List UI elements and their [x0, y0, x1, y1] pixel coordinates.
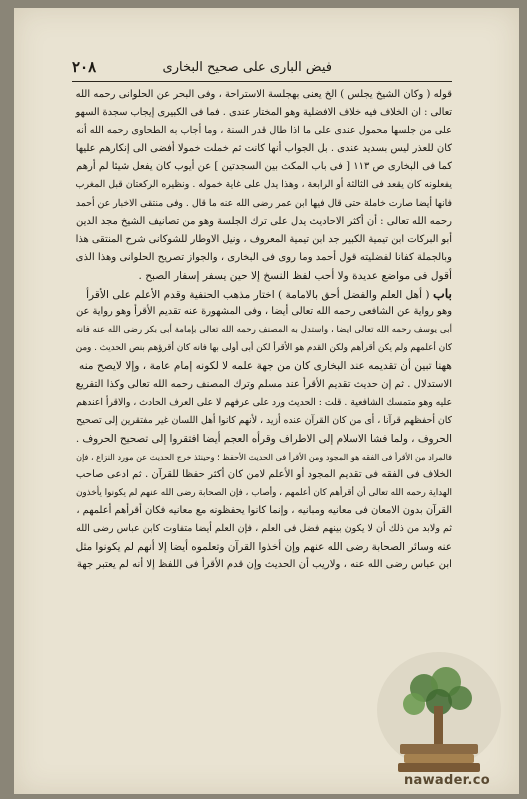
- text-line: القرآن بدون الامعان فى معانيه ومبانيه ، وإنما كانوا يحفظونه مع معانيه فكان أقرأهم أعلمهم ،: [76, 505, 452, 517]
- text-line: الاستدلال . ثم إن حديث تقديم الأقرأ عند مسلم وترك المصنف رحمه الله تعالى وكذا التفريع: [75, 378, 452, 390]
- body-text: [72, 86, 452, 706]
- text-line: الخلاف فى الفقه فى تقديم المجود أو الأعلم لامن كان أكثر حفظا للقرآن . ثم ادعى صاحب: [75, 468, 452, 480]
- books-icon: [398, 744, 480, 772]
- text-line: قوله ( وكان الشيخ يجلس ) الخ يعنى بهجلسة الاستراحة ، وفى البحر عن الحلوانى رحمه الله: [75, 89, 452, 100]
- page-header: [72, 58, 452, 80]
- text-line: رحمه الله تعالى : أن أكثر الاحاديث يدل على ترك الجلسة وهو من تصانيف الشيخ مجد الدين: [75, 215, 452, 227]
- watermark-text: nawader.co: [403, 773, 491, 788]
- text-line: فالمراد من الأقرأ فى الفقه هو المجود ومن الأقرأ فى الحديث الأحفظ ؛ وحينئذ خرج الحديث عن مورد النزاع ، فإن: [76, 451, 452, 462]
- text-line: تعالى : ان الخلاف فيه خلاف الافضلية وهو المختار عندى . فما فى الكبيرى إيجاب سجدة السهو: [75, 107, 452, 119]
- text-line: ههنا تبين أن تقديمه عند البخارى كان من جهة علمه لا لكونه إمام عامة ، وإلا لايصح منه: [79, 360, 452, 373]
- text-line: كما فى البخارى ص ١١٣ [ فى باب المكث بين السجدتين ] عن أيوب كان يفعل شيئا لم أرهم: [76, 161, 452, 173]
- text-line: أبو البركات ابن تيمية الكبير جد ابن تيمية المعروف ، ونيل الاوطار للشوكانى شرح المنتقى هذا: [75, 233, 452, 245]
- text-line: على من جلسها محمول عندى على ما اذا طال قدر السنة ، وما أجاب به الطحاوى رحمه الله أنه: [76, 125, 452, 137]
- book-page: [14, 8, 519, 794]
- text-line: كان للعذر ليس بسديد عندى . بل الجواب أنها كانت ثم خملت خمولا أفضى الى إنكارهم عليها: [75, 143, 452, 155]
- text-line: وهو رواية عن الشافعى رحمه الله تعالى أيضا ، وفى المشهورة عنه تقديم الأقرأ وهو رواية عن: [75, 306, 452, 318]
- text-line: [72, 285, 452, 303]
- chapter-keyword: باب: [432, 286, 452, 302]
- text-line: الهداية رحمه الله تعالى أن أقرأهم كان أعلمهم ، وأصاب ، فإن الصحابة رضى الله عنهم لم يكونوا يأخذون: [75, 488, 452, 499]
- watermark-logo-icon: [364, 648, 514, 788]
- header-rule: [72, 81, 452, 82]
- text-line: أقول فى مواضع عديدة ولا أحب لفظ النسخ إلا حين يسفر إسفار الصبح .: [138, 269, 452, 282]
- text-line: كان أحفظهم قرآنا ، أى من كان القرآن عنده أزيد ، لأنهم كانوا أهل اللسان غير مفتقرين إلى تصحيح: [76, 414, 452, 426]
- page-number: ٢٠٨: [72, 58, 97, 76]
- text-line: كان أعلمهم ولم يكن أقرأهم ولكن القدم هو الأقرأ لكن أبى أولى بها فانه كان أقرؤهم بنص الحديث . ومن: [75, 343, 452, 354]
- text-line: أبى يوسف رحمه الله تعالى ايضا ، واستدل به المصنف رحمه الله تعالى بإمامة أبى بكر رضى الله عنه فانه: [75, 325, 452, 336]
- text-line: ثم ولابد من ذلك أن لا يكون بينهم فضل فى العلم ، فإن العلم أيضا متفاوت كابن عباس رضى الله: [76, 523, 452, 535]
- text-line: عنه وسائر الصحابة رضى الله عنهم وإن أخذوا القرآن وتعلموه أيضا إلا أنهم لم يكونوا مثل: [75, 541, 452, 554]
- running-head: فيض البارى على صحيح البخارى: [162, 60, 332, 75]
- text-line: الحروف ، ولما فشا الاسلام إلى الاطراف وقرأه العجم أيضا افتقروا إلى تصحيح الحروف .: [75, 432, 452, 445]
- chapter-text: ( أهل العلم والفضل أحق بالامامة ) اختار مذهب الحنفية وقدم الأعلم على الأقرأ: [86, 289, 433, 302]
- text-line: وبالجملة كفانا لفضليته قول أحمد وما روى فى البخارى ، والجواز تصريح الحلوانى وهذا الذى: [75, 251, 452, 263]
- text-line: يفعلونه كان يقعد فى الثالثة أو الرابعة ، وهذا يدل على غاية خموله . ونظيره الركعتان قبل المغرب: [75, 179, 452, 191]
- text-line: ابن عباس رضى الله عنه ، ولاريب أن الحديث وإن قدم الأقرأ فى اللفظ إلا أنه لم يعتبر جهة: [76, 559, 452, 571]
- text-line: فانها أيضا صارت خاملة حتى قال فيها ابن عمر رضى الله عنه ما قال . وفى منتقى الاخبار عن أحمد: [75, 197, 452, 209]
- text-line: عليه وهو متمسك الشافعية . قلت : الحديث ورد على عرفهم لا على العرف الحادث ، والاقرأ اعندهم: [76, 396, 452, 408]
